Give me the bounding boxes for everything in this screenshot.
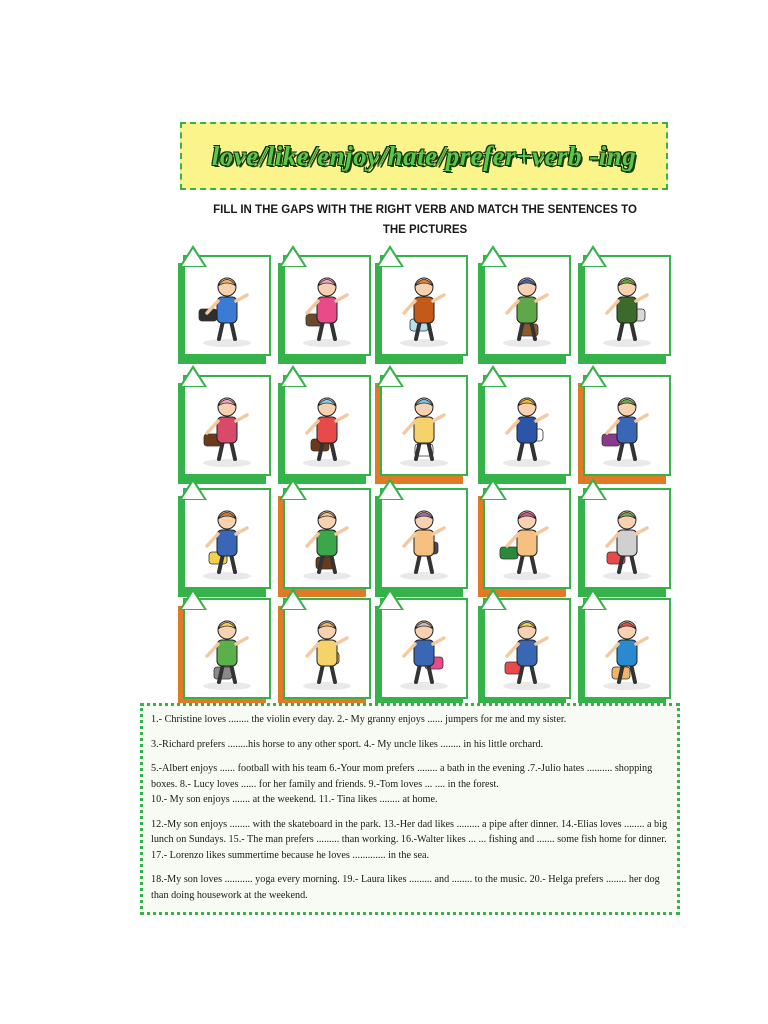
picture-card (583, 598, 671, 699)
picture-card (380, 375, 468, 476)
man-digging-garden-picture (491, 269, 563, 349)
sentence-block-2: 3.-Richard prefers ........his horse to any other sport. 4.- My uncle likes ........ in his little orchard. (151, 738, 544, 750)
card-frame (380, 488, 468, 589)
card-frame (380, 598, 468, 699)
football-player-picture (491, 389, 563, 469)
girl-walking-dog-picture (388, 612, 460, 692)
picture-card (283, 598, 371, 699)
picture-card (583, 255, 671, 356)
picture-card (483, 255, 571, 356)
card-frame (183, 598, 271, 699)
picture-card (183, 488, 271, 589)
picture-card (380, 488, 468, 589)
sentence-block-3: 5.-Albert enjoys ...... football with his team 6.-Your mom prefers ........ a bath in the evening .7.-Julio hates .......... shopping boxes. 8.- Lucy loves ...... for her family and friends. 9.-Tom loves ... .... in the forest. 10.- My son enjoys ....... at the weekend. 11.- Tina likes ........ at home. (151, 763, 653, 805)
boy-riding-horse-picture (388, 269, 460, 349)
rollerblading-boy-picture (591, 389, 663, 469)
card-frame (283, 255, 371, 356)
man-carrying-boxes-picture (191, 502, 263, 582)
sentence-block-4: 12.-My son enjoys ........ with the skateboard in the park. 13.-Her dad likes ......... a pipe after dinner. 14.-Elias loves ........ a big lunch on Sundays. 15.- The man prefers ......... than working. 16.-Walter likes ... ... fishing and ....... some fish home for dinner. 17.- Lorenzo likes summertime because he loves ............. in the sea. (151, 818, 668, 861)
singing-girl-picture (291, 269, 363, 349)
instruction-line-1: FILL IN THE GAPS WITH THE RIGHT VERB AND MATCH THE SENTENCES TO (213, 204, 637, 216)
sentence-block-1: 1.- Christine loves ........ the violin every day. 2.- My granny enjoys ...... jumpers for me and my sister. (151, 714, 567, 725)
picture-card (283, 255, 371, 356)
boy-surfing-picture (591, 612, 663, 692)
picture-card (183, 598, 271, 699)
girl-cooking-picture (291, 389, 363, 469)
picture-card (483, 598, 571, 699)
card-frame (183, 255, 271, 356)
instructions (190, 200, 660, 240)
picture-card (483, 375, 571, 476)
picture-card (583, 375, 671, 476)
picture-card (583, 488, 671, 589)
card-frame (283, 488, 371, 589)
card-frame (483, 488, 571, 589)
card-frame (583, 375, 671, 476)
card-frame (380, 375, 468, 476)
boy-fishing-picture (191, 612, 263, 692)
card-frame (183, 488, 271, 589)
card-frame (283, 598, 371, 699)
sentence-block-5: 18.-My son loves ........... yoga every morning. 19.- Laura likes ......... and ........ to the music. 20.- Helga prefers ........ her dog than doing housework at the weekend. (151, 874, 660, 901)
card-frame (583, 255, 671, 356)
sentences-box (140, 703, 680, 915)
card-frame (283, 375, 371, 476)
granny-knitting-picture (591, 502, 663, 582)
picture-card (283, 375, 371, 476)
boy-doing-yoga-picture (291, 612, 363, 692)
title-banner (180, 122, 668, 190)
picture-card (283, 488, 371, 589)
card-frame (483, 375, 571, 476)
instruction-line-2: THE PICTURES (382, 224, 468, 236)
man-chopping-picture (591, 269, 663, 349)
card-frame (583, 488, 671, 589)
man-in-hammock-picture (491, 502, 563, 582)
girl-playing-violin-picture (191, 389, 263, 469)
card-frame (483, 598, 571, 699)
picture-card (380, 255, 468, 356)
card-frame (483, 255, 571, 356)
woman-in-bath-picture (388, 389, 460, 469)
card-frame (183, 375, 271, 476)
card-frame (583, 598, 671, 699)
girl-sunbathing-music-picture (491, 612, 563, 692)
worksheet-title: love/like/enjoy/hate/prefer+verb -ing (211, 140, 637, 171)
picture-grid (175, 250, 675, 700)
picture-card (380, 598, 468, 699)
skateboard-boy-picture (191, 269, 263, 349)
boy-eating-lunch-picture (291, 502, 363, 582)
man-smoking-pipe-picture (388, 502, 460, 582)
picture-card (183, 255, 271, 356)
picture-card (183, 375, 271, 476)
picture-card (483, 488, 571, 589)
card-frame (380, 255, 468, 356)
